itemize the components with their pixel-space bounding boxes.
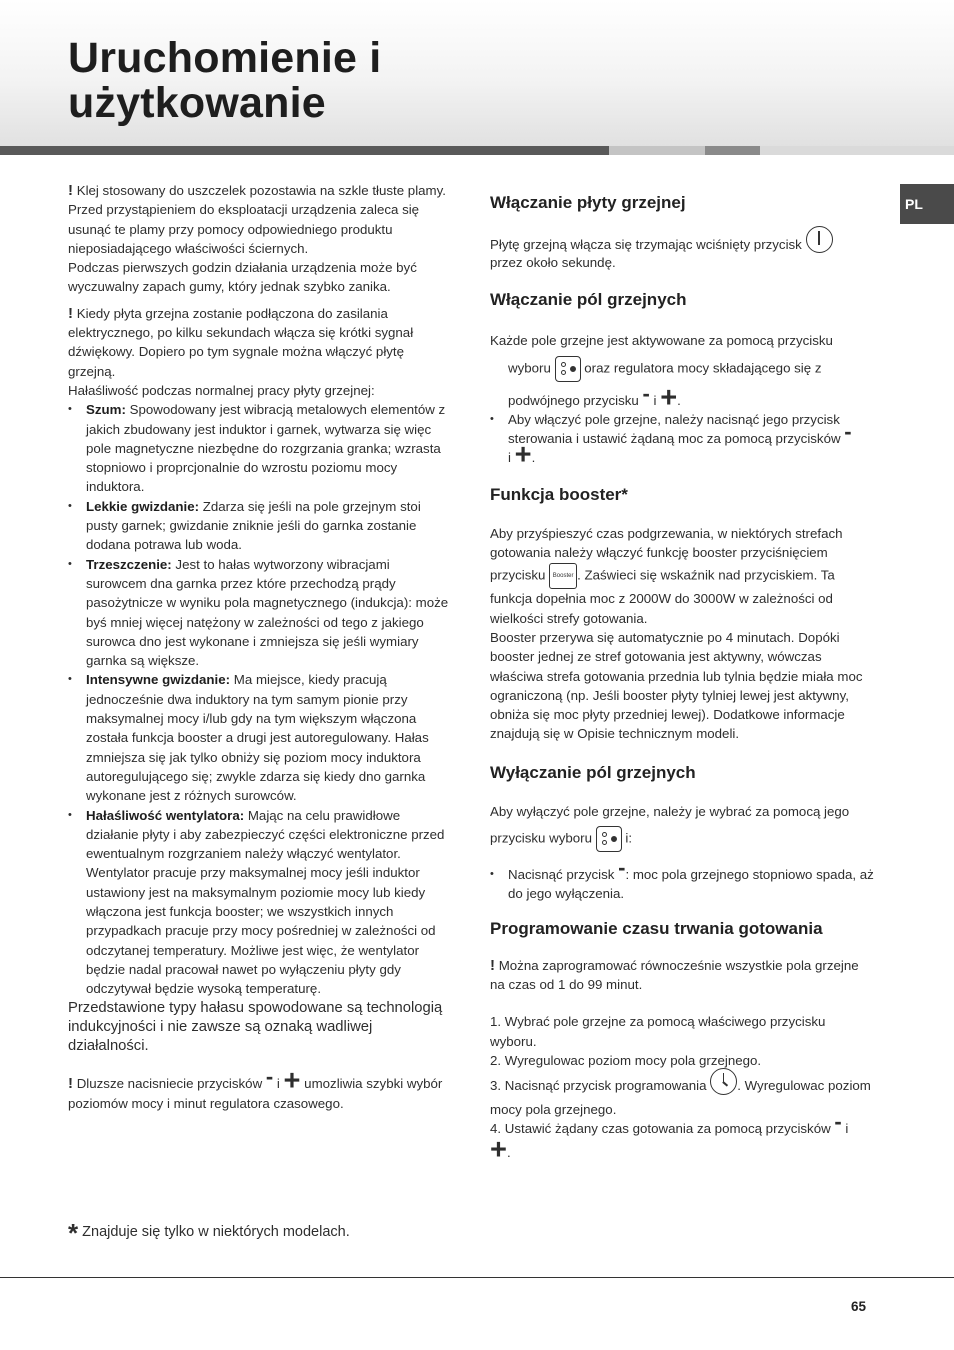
page-title: Uruchomienie i użytkowanie [68,34,382,127]
header-band-pale [760,146,954,155]
booster-text-1: Aby przyśpieszyć czas podgrzewania, w niektórych strefach gotowania należy włączyć funkcję booster przyciśnięciem [490,525,843,561]
list-item: • Szum: Spowodowany jest wibracją metalowych elementów z jakich zbudowany jest induktor i garnek, wytwarza się więc pole magnetyczne niezbędne do rozgrzania granka; wzrasta stopniowo i proprcjonalnie do wzrostu poziomu mocy induktora. [68,400,453,496]
hob-on-text-2: przez około sekundę. [490,255,616,270]
booster-button-icon: Booster [549,563,577,589]
hob-on-text: Płytę grzejną włącza się trzymając wciśnięty przycisk [490,232,874,259]
asterisk-icon: * [68,1218,79,1248]
footnote: * Znajduje się tylko w niektórych modelach. [68,1218,350,1248]
footer-rule [0,1277,954,1278]
timer-step-4: 4. Ustawić żądany czas gotowania za pomocą przycisków - i [490,1109,849,1137]
zones-on-dual: podwójnego przycisku - i +. [508,380,681,414]
zones-off-list [490,855,874,904]
language-tab: PL [900,184,954,224]
timer-note: ! Można zaprogramować równocześnie wszystkie pola grzejne na czas od 1 do 99 minut. [490,956,859,992]
note-glue: ! Klej stosowany do uszczelek pozostawia na szkle tłuste plamy. Przed przystąpieniem do eksploatacji urządzenia zaleca się usunąć te plamy przy pomocy odpowiedniego produktu nieposiadającego właściwości ściernych. [68,182,446,256]
list-item: • Hałaśliwość wentylatora: Mając na celu prawidłowe działanie płyty i aby zabezpieczyć części elektroniczne przed ewentualnym rozgrzaniem należy włączyć wentylator. Wentylator pracuje przy maksymalnej mocy jeśli induktor ustawiony jest na maksymalnym poziomie mocy lub kiedy włączona jest funkcja booster; we wszystkich innych przypadkach pracuje przy mocy pośredniej w zależności od odczytanej temperatury. Możliwe jest więc, że wentylator będzie nadal pracował nawet po wyłączeniu płyty gdy odczytywał będzie wysoką temperaturę. [68,806,453,999]
heading-booster: Funkcja booster* [490,484,628,504]
left-column [68,181,453,1113]
heading-zones-on: Włączanie pól grzejnych [490,290,687,310]
plus-icon: + [283,1065,301,1098]
timer-step-1: 1. Wybrać pole grzejne za pomocą właściwego przycisku wyboru. [490,1014,826,1049]
note-signal: ! Kiedy płyta grzejna zostanie podłączona do zasilania elektrycznego, po kilku sekundach włącza się krótki sygnał dźwiękowy. Dopiero po tym sygnale można włączyć płytę grzejną. [68,304,414,379]
note-smell: Podczas pierwszych godzin działania urządzenia może być wyczuwalny zapach gumy, który jednak szybko zanika. [68,260,417,295]
power-button-icon [806,226,833,253]
zone-select-button-icon [555,356,581,382]
minus-icon: - [618,855,626,881]
plus-icon: + [490,1133,507,1166]
note-long-press: ! Dluzsze nacisniecie przycisków - i + umozliwia szybki wybór poziomów mocy i minut regulatora czasowego. [68,1064,443,1111]
minus-icon: - [642,380,650,406]
list-item: • Intensywne gwizdanie: Ma miejsce, kiedy pracują jednocześnie dwa induktory na tym samym pionie przy maksymalnej mocy i/lub gdy na tym większym włączona została funkcja booster a drugi jest autoregulowany. Hałas zmniejsza się jak tylko obniży się poziom mocy induktora autoregulującego się; zwykle zdarza się kiedy dno garnka wykonane jest z różnych surowców. [68,670,453,805]
heading-timer: Programowanie czasu trwania gotowania [490,918,823,938]
page-number: 65 [851,1299,867,1314]
list-item: • Nacisnąć przycisk -: moc pola grzejnego stopniowo spada, aż do jego wyłączenia. [490,865,874,904]
zones-off-select: przycisku wyboru i: [490,826,874,852]
noise-summary: Przedstawione typy hałasu spowodowane są technologią indukcyjności i nie zawsze są oznaką wadliwej działalności. [68,1000,443,1055]
plus-icon: + [660,381,678,414]
right-column [490,192,874,1166]
minus-icon: - [265,1064,274,1090]
plus-icon: + [514,439,532,472]
list-item: • Lekkie gwizdanie: Zdarza się jeśli na pole grzejnym stoi pusty garnek; gwizdanie zniknie jeśli do garnka zostanie dodana potrawa lub woda. [68,497,453,555]
header-band-mid [705,146,760,155]
zones-on-select: wyboru oraz regulatora mocy składającego się z [490,356,874,382]
zones-off-text: Aby wyłączyć pole grzejne, należy je wybrać za pomocą jego [490,803,850,819]
minus-icon: - [844,419,852,445]
timer-step-3: 3. Nacisnąć przycisk programowania . Wyregulowac poziom mocy pola grzejnego. [490,1073,874,1119]
noise-list [68,400,453,998]
zone-select-button-icon [596,826,622,852]
minus-icon: - [834,1109,842,1135]
zones-on-list [490,410,874,472]
noise-intro: Hałaśliwość podczas normalnej pracy płyty grzejnej: [68,382,375,398]
timer-step-4-plus: +. [490,1133,511,1166]
timer-step-2: 2. Wyregulowac poziom mocy pola grzejnego. [490,1052,762,1068]
heading-hob-on: Włączanie płyty grzejnej [490,193,686,212]
timer-button-icon [710,1068,737,1095]
header-band-dark [0,146,609,155]
booster-text-2: przycisku Booster . Zaświeci się wskaźnik nad przyciskiem. Ta funkcja dopełnia moc z 2000W do 3000W w zależności od wielkości strefy gotowania. [490,563,874,628]
list-item: • Trzeszczenie: Jest to hałas wytworzony wibracjami surowcem dna garnka przez które przechodzą prądy pasożytnicze w wyniku pola magnetycznego (indukcja): może byś mniej więcej natężony w zależności od tego z jakiego surowca dno jest wykonane i zmniejsza się jeśli wymiary garnka są większe. [68,555,453,671]
zones-on-text: Każde pole grzejne jest aktywowane za pomocą przycisku [490,333,833,349]
list-item: • Aby włączyć pole grzejne, należy nacisnąć jego przycisk sterowania i ustawić żądaną moc za pomocą przycisków - i +. [490,410,874,468]
heading-zones-off: Wyłączanie pól grzejnych [490,762,696,782]
booster-text-3: Booster przerywa się automatycznie po 4 minutach. Dopóki booster jednej ze stref gotowania jest aktywny, wówczas właściwa strefa gotowania przednia lub tylnia będzie miała moc ograniczoną (np. Jeśli booster płyty tylniej lewej jest aktywny, obniża się moc płyty przedniej lewej). Dodatkowe informacje znajdują się w Opisie technicznym modeli. [490,629,863,742]
header-band-light [609,146,705,155]
